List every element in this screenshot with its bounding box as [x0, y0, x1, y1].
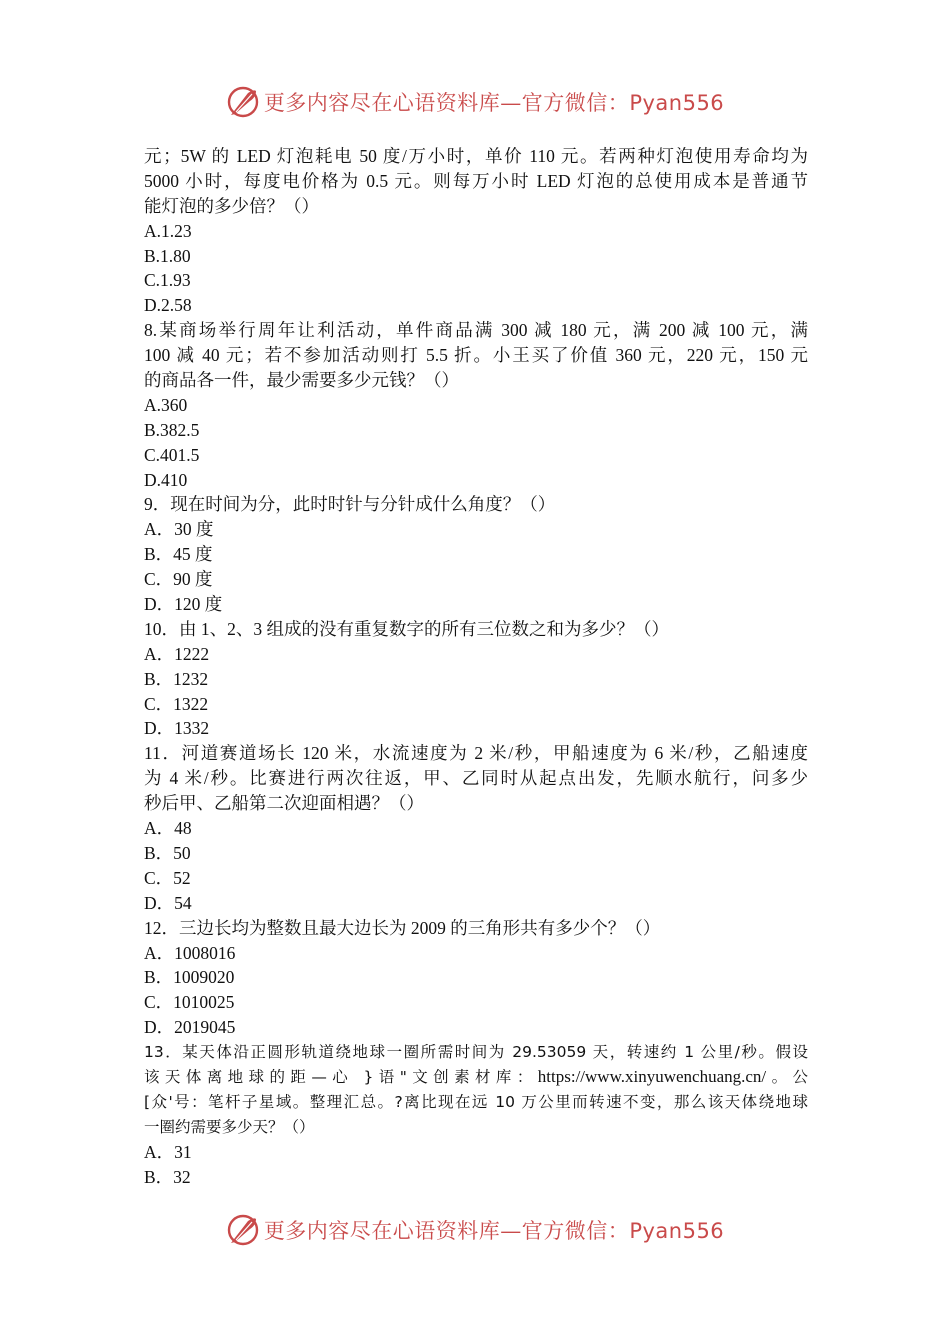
option-10d: D．1332	[144, 718, 210, 739]
question-13-line-1: 13．某天体沿正圆形轨道绕地球一圈所需时间为 29.53059 天，转速约 1 公里/秒。假设	[144, 1043, 808, 1062]
question-13-line-3: [众'号：笔杆子星域。整理汇总。?离比现在远 10 万公里而转速不变，那么该天体绕地球	[144, 1092, 808, 1111]
option-13a: A．31	[144, 1141, 192, 1162]
option-11d: D．54	[144, 892, 192, 913]
option-7d: D.2.58	[144, 295, 192, 316]
question-7-line-3: 能灯泡的多少倍？（）	[144, 195, 319, 216]
option-10a: A．1222	[144, 643, 210, 664]
option-7a: A.1.23	[144, 220, 192, 241]
question-8-line-2: 100 减 40 元；若不参加活动则打 5.5 折。小王买了价值 360 元，220 元，150 元	[144, 345, 808, 366]
footer-banner	[0, 1210, 950, 1250]
question-8-line-1: 8.某商场举行周年让利活动，单件商品满 300 减 180 元，满 200 减 100 元，满	[144, 320, 808, 341]
option-9b: B．45 度	[144, 544, 213, 565]
option-11b: B．50	[144, 842, 191, 863]
question-8-line-3: 的商品各一件，最少需要多少元钱？（）	[144, 370, 459, 391]
option-7b: B.1.80	[144, 245, 191, 266]
option-12a: A．1008016	[144, 942, 236, 963]
option-10b: B．1232	[144, 668, 209, 689]
question-12: 12．三边长均为整数且最大边长为 2009 的三角形共有多少个？（）	[144, 917, 661, 938]
option-11a: A．48	[144, 818, 192, 839]
option-10c: C．1322	[144, 693, 209, 714]
option-8d: D.410	[144, 469, 188, 490]
option-9c: C．90 度	[144, 569, 213, 590]
header-banner	[0, 82, 950, 122]
quill-logo-icon	[226, 1213, 260, 1247]
option-8a: A.360	[144, 394, 188, 415]
option-7c: C.1.93	[144, 270, 191, 291]
option-12c: C．1010025	[144, 992, 235, 1013]
document-body	[144, 144, 808, 1189]
option-9a: A．30 度	[144, 519, 214, 540]
banner-text: 更多内容尽在心语资料库—官方微信：Pyan556	[263, 91, 725, 115]
question-11-line-3: 秒后甲、乙船第二次迎面相遇？（）	[144, 793, 424, 814]
option-13b: B．32	[144, 1166, 191, 1187]
option-9d: D．120 度	[144, 594, 223, 615]
question-9: 9．现在时间为分，此时时针与分针成什么角度？（）	[144, 494, 556, 515]
option-8c: C.401.5	[144, 444, 200, 465]
question-13-line-2: 该天体离地球的距—心 }语"文创素材库：https://www.xinyuwenchuang.cn/。公	[144, 1066, 808, 1086]
question-13-line-4: 一圈约需要多少天？（）	[144, 1117, 315, 1136]
option-12b: B．1009020	[144, 967, 235, 988]
question-11-line-1: 11．河道赛道场长 120 米，水流速度为 2 米/秒，甲船速度为 6 米/秒，乙船速度	[144, 743, 808, 764]
source-url-link: https://www.xinyuwenchuang.cn/	[537, 1066, 767, 1086]
option-12d: D．2019045	[144, 1017, 236, 1038]
option-11c: C．52	[144, 867, 191, 888]
option-8b: B.382.5	[144, 419, 200, 440]
question-10: 10．由 1、2、3 组成的没有重复数字的所有三位数之和为多少？（）	[144, 618, 669, 639]
banner-text: 更多内容尽在心语资料库—官方微信：Pyan556	[263, 1219, 725, 1243]
question-7-line-2: 5000 小时，每度电价格为 0.5 元。则每万小时 LED 灯泡的总使用成本是普通节	[144, 170, 808, 191]
question-11-line-2: 为 4 米/秒。比赛进行两次往返，甲、乙同时从起点出发，先顺水航行，问多少	[144, 768, 808, 789]
quill-logo-icon	[226, 85, 260, 119]
question-7-line-1: 元；5W 的 LED 灯泡耗电 50 度/万小时，单价 110 元。若两种灯泡使用寿命均为	[144, 146, 808, 166]
